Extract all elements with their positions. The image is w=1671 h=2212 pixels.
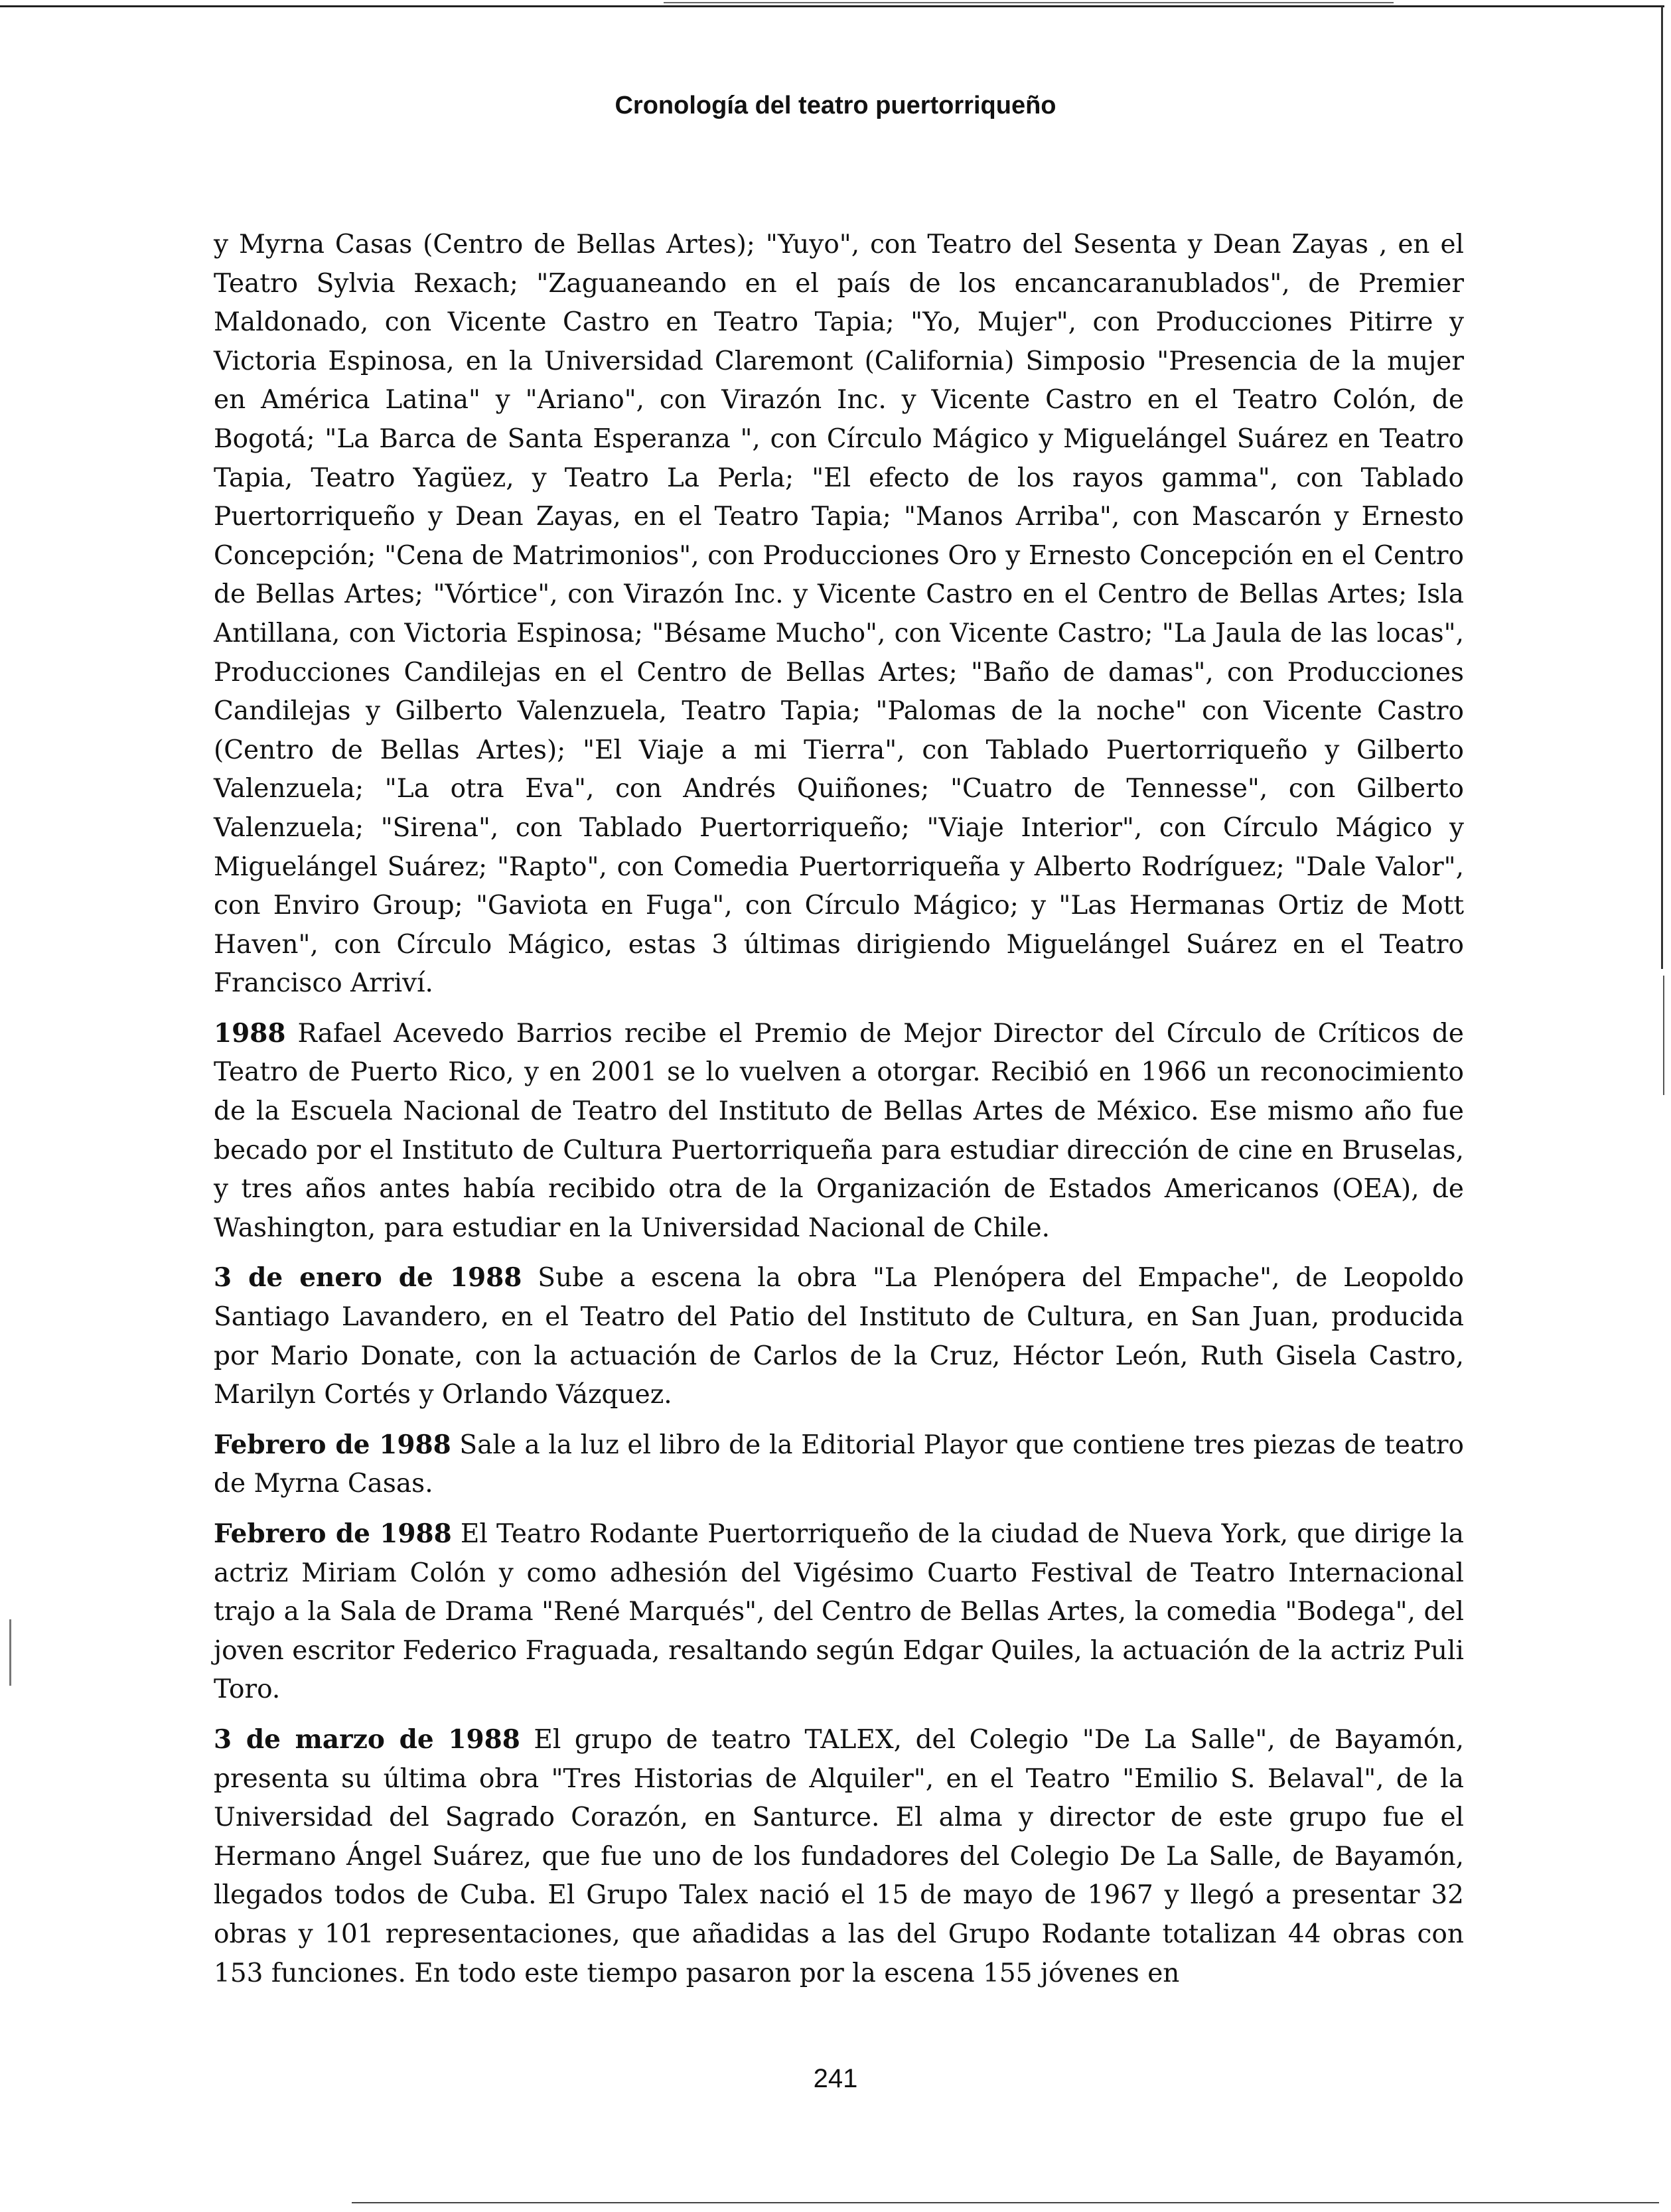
entry-date: 3 de enero de 1988: [214, 1262, 522, 1293]
body-text: [214, 226, 1464, 2004]
entry-date: 1988: [214, 1017, 286, 1049]
entry-3-marzo-1988: [214, 1720, 1464, 1993]
entry-text: El grupo de teatro TALEX, del Colegio "De La Salle", de Bayamón, presenta su última obra "Tres Historias de Alquiler", en el Teatro "Emilio S. Belaval", de la Universidad del Sagrado Corazón, en Santurce. El alma y director de este grupo fue el Hermano Ángel Suárez, que fue uno de los fundadores del Colegio De La Salle, de Bayamón, llegados todos de Cuba. El Grupo Talex nació el 15 de mayo de 1967 y llegó a presentar 32 obras y 101 representaciones, que añadidas a las del Grupo Rodante totalizan 44 obras con 153 funciones. En todo este tiempo pasaron por la escena 155 jóvenes en: [214, 1724, 1464, 1988]
entry-date: Febrero de 1988: [214, 1518, 452, 1549]
entry-text: Rafael Acevedo Barrios recibe el Premio de Mejor Director del Círculo de Críticos de Teatro de Puerto Rico, y en 2001 se lo vuelven a otorgar. Recibió en 1966 un reconocimiento de la Escuela Nacional de Teatro del Instituto de Bellas Artes de México. Ese mismo año fue becado por el Instituto de Cultura Puertorriqueña para estudiar dirección de cine en Bruselas, y tres años antes había recibido otra de la Organización de Estados Americanos (OEA), de Washington, para estudiar en la Universidad Nacional de Chile.: [214, 1018, 1464, 1243]
entry-text: Sale a la luz el libro de la Editorial Playor que contiene tres piezas de teatro de Myrna Casas.: [214, 1430, 1464, 1499]
entry-date: Febrero de 1988: [214, 1429, 451, 1460]
page-number: 241: [813, 2064, 858, 2093]
entry-febrero-1988-libro: [214, 1426, 1464, 1504]
scan-edge-top-thin: [664, 2, 1394, 3]
scan-edge-top: [0, 5, 1664, 7]
scan-edge-right-lower: [1663, 976, 1664, 1095]
running-header: Cronología del teatro puertorriqueño: [615, 92, 1056, 119]
entry-text: Sube a escena la obra "La Plenópera del Empache", de Leopoldo Santiago Lavandero, en el Teatro del Patio del Instituto de Cultura, en San Juan, producida por Mario Donate, con la actuación de Carlos de la Cruz, Héctor León, Ruth Gisela Castro, Marilyn Cortés y Orlando Vázquez.: [214, 1263, 1464, 1410]
entry-1988: [214, 1014, 1464, 1248]
scan-edge-bottom: [352, 2202, 1659, 2203]
entry-text: El Teatro Rodante Puertorriqueño de la ciudad de Nueva York, que dirige la actriz Miriam Colón y como adhesión del Vigésimo Cuarto Festival de Teatro Internacional trajo a la Sala de Drama "René Marqués", del Centro de Bellas Artes, la comedia "Bodega", del joven escritor Federico Fraguada, resaltando según Edgar Quiles, la actuación de la actriz Puli Toro.: [214, 1519, 1465, 1705]
entry-date: 3 de marzo de 1988: [214, 1724, 520, 1755]
entry-3-enero-1988: [214, 1258, 1464, 1414]
scan-edge-right: [1661, 7, 1663, 969]
paragraph-text: y Myrna Casas (Centro de Bellas Artes); "Yuyo", con Teatro del Sesenta y Dean Zayas , en el Teatro Sylvia Rexach; "Zaguaneando en el país de los encancaranublados", de Premier Maldonado, con Vicente Castro en Teatro Tapia; "Yo, Mujer", con Producciones Pitirre y Victoria Espinosa, en la Universidad Claremont (California) Simposio "Presencia de la mujer en América Latina" y "Ariano", con Virazón Inc. y Vicente Castro en el Teatro Colón, de Bogotá; "La Barca de Santa Esperanza ", con Círculo Mágico y Miguelángel Suárez en Teatro Tapia, Teatro Yagüez, y Teatro La Perla; "El efecto de los rayos gamma", con Tablado Puertorriqueño y Dean Zayas, en el Teatro Tapia; "Manos Arriba", con Mascarón y Ernesto Concepción; "Cena de Matrimonios", con Producciones Oro y Ernesto Concepción en el Centro de Bellas Artes; "Vórtice", con Virazón Inc. y Vicente Castro en el Centro de Bellas Artes; Isla Antillana, con Victoria Espinosa; "Bésame Mucho", con Vicente Castro; "La Jaula de las locas", Producciones Candilejas en el Centro de Bellas Artes; "Baño de damas", con Producciones Candilejas y Gilberto Valenzuela, Teatro Tapia; "Palomas de la noche" con Vicente Castro (Centro de Bellas Artes); "El Viaje a mi Tierra", con Tablado Puertorriqueño y Gilberto Valenzuela; "La otra Eva", con Andrés Quiñones; "Cuatro de Tennesse", con Gilberto Valenzuela; "Sirena", con Tablado Puertorriqueño; "Viaje Interior", con Círculo Mágico y Miguelángel Suárez; "Rapto", con Comedia Puertorriqueña y Alberto Rodríguez; "Dale Valor", con Enviro Group; "Gaviota en Fuga", con Círculo Mágico; y "Las Hermanas Ortiz de Mott Haven", con Círculo Mágico, estas 3 últimas dirigiendo Miguelángel Suárez en el Teatro Francisco Arriví.: [214, 230, 1464, 999]
paragraph-continuation: [214, 226, 1464, 1003]
entry-febrero-1988-teatro-rodante: [214, 1514, 1464, 1710]
scan-edge-left-mark: [9, 1619, 11, 1686]
